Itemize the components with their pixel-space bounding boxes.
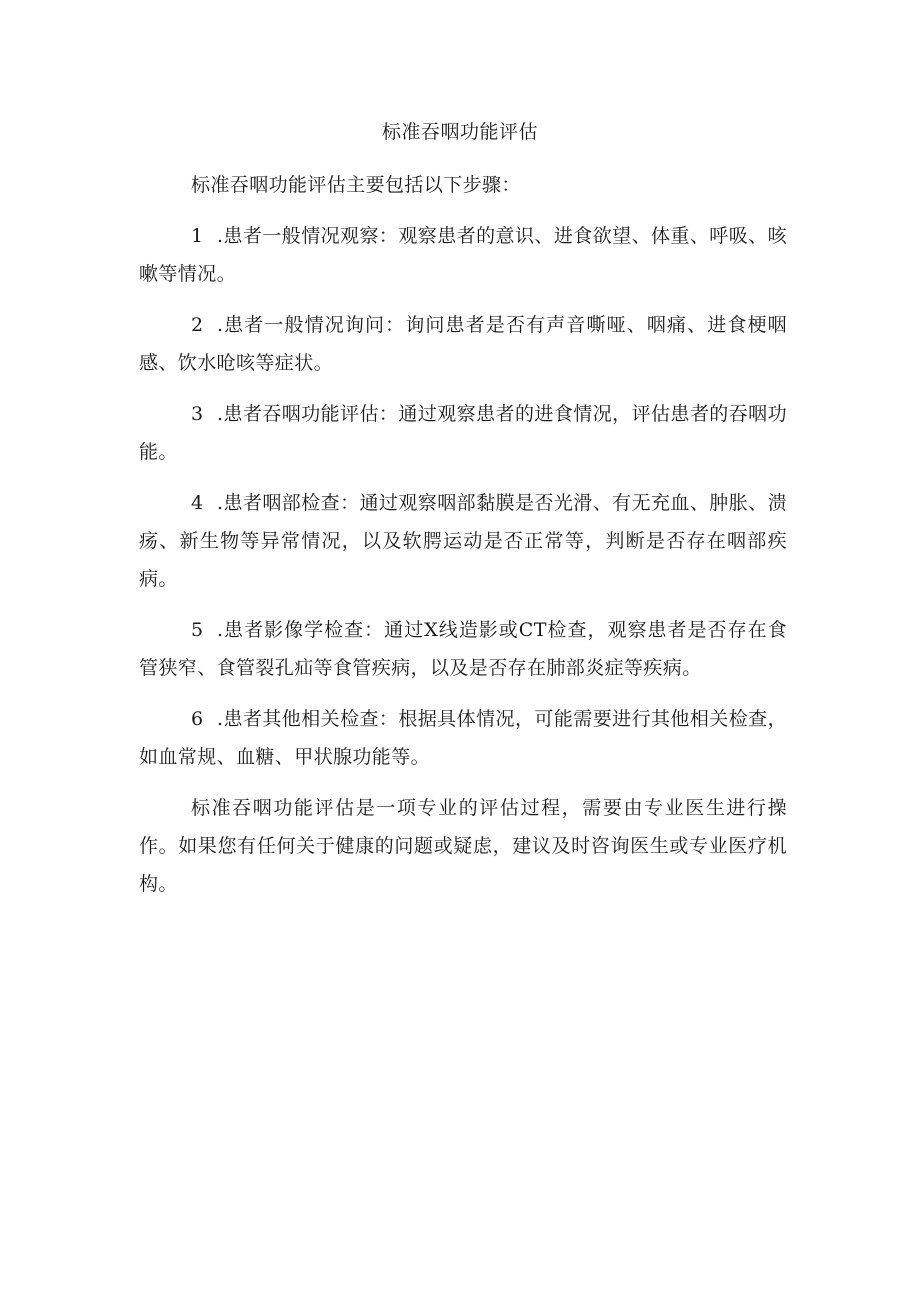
conclusion-paragraph: 标准吞咽功能评估是一项专业的评估过程，需要由专业医生进行操作。如果您有任何关于健康的问题或疑虑，建议及时咨询医生或专业医疗机构。 (139, 797, 787, 895)
step-number: 2 (191, 314, 204, 336)
step-text: .患者其他相关检查：根据具体情况，可能需要进行其他相关检查，如血常规、血糖、甲状腺功能等。 (139, 708, 787, 768)
document-title: 标准吞咽功能评估 (381, 121, 538, 143)
step-number: 1 (191, 225, 204, 247)
step-item-5 (139, 611, 787, 687)
step-number: 3 (191, 403, 204, 425)
step-item-3 (139, 395, 787, 471)
step-text: .患者咽部检查：通过观察咽部黏膜是否光滑、有无充血、肿胀、溃疡、新生物等异常情况，以及软腭运动是否正常等，判断是否存在咽部疾病。 (139, 492, 787, 590)
step-text: .患者吞咽功能评估：通过观察患者的进食情况，评估患者的吞咽功能。 (139, 403, 787, 463)
step-number: 5 (191, 619, 204, 641)
step-number: 4 (191, 492, 204, 514)
step-item-2 (139, 306, 787, 382)
step-item-1 (139, 217, 787, 293)
step-item-4 (139, 484, 787, 598)
step-text: .患者一般情况询问：询问患者是否有声音嘶哑、咽痛、进食梗咽感、饮水呛咳等症状。 (139, 314, 787, 374)
intro-paragraph: 标准吞咽功能评估主要包括以下步骤： (191, 174, 521, 196)
step-item-6 (139, 700, 787, 776)
step-number: 6 (191, 708, 204, 730)
step-text: .患者一般情况观察：观察患者的意识、进食欲望、体重、呼吸、咳嗽等情况。 (139, 225, 787, 285)
step-text: .患者影像学检查：通过X线造影或CT检查，观察患者是否存在食管狭窄、食管裂孔疝等食管疾病，以及是否存在肺部炎症等疾病。 (139, 619, 787, 679)
document-body (139, 166, 787, 916)
